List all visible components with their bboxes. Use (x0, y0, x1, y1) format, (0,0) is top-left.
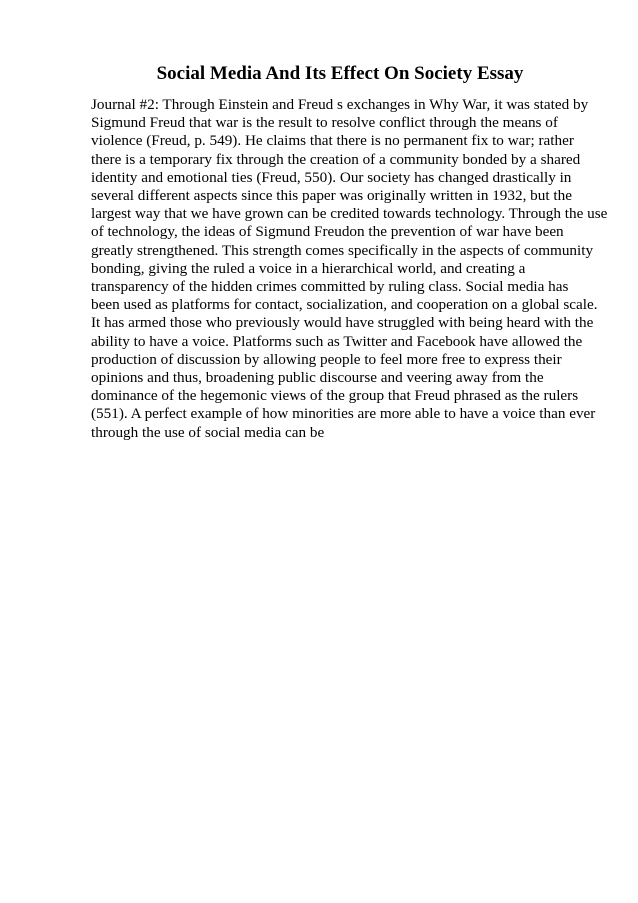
body-line: (551). A perfect example of how minorities are more able to have a voice than ever (91, 405, 596, 423)
document-title: Social Media And Its Effect On Society Essay (156, 63, 524, 84)
body-line: production of discussion by allowing people to feel more free to express their (91, 350, 562, 368)
body-line: Journal #2: Through Einstein and Freud s exchanges in Why War, it was stated by (91, 96, 589, 113)
body-line: identity and emotional ties (Freud, 550). Our society has changed drastically in (91, 168, 572, 186)
body-line: there is a temporary fix through the creation of a community bonded by a shared (91, 150, 581, 168)
body-line: through the use of social media can be (91, 423, 325, 441)
body-line: violence (Freud, p. 549). He claims that there is no permanent fix to war; rather (91, 132, 574, 150)
body-line: bonding, giving the ruled a voice in a hierarchical world, and creating a (91, 259, 526, 277)
body-line: opinions and thus, broadening public discourse and veering away from the (91, 369, 544, 387)
body-line: of technology, the ideas of Sigmund Freudon the prevention of war have been (91, 223, 564, 241)
body-line: been used as platforms for contact, socialization, and cooperation on a global scale. (91, 296, 598, 314)
body-line: dominance of the hegemonic views of the group that Freud phrased as the rulers (91, 387, 579, 405)
body-line: ability to have a voice. Platforms such as Twitter and Facebook have allowed the (91, 332, 583, 350)
document-body (91, 96, 631, 442)
body-line: several different aspects since this paper was originally written in 1932, but the (91, 187, 572, 205)
body-line: largest way that we have grown can be credited towards technology. Through the use (91, 205, 608, 223)
body-line: greatly strengthened. This strength comes specifically in the aspects of community (91, 241, 594, 259)
body-line: It has armed those who previously would have struggled with being heard with the (91, 314, 594, 332)
body-line: Sigmund Freud that war is the result to resolve conflict through the means of (91, 114, 558, 132)
body-line: transparency of the hidden crimes committed by ruling class. Social media has (91, 278, 569, 296)
